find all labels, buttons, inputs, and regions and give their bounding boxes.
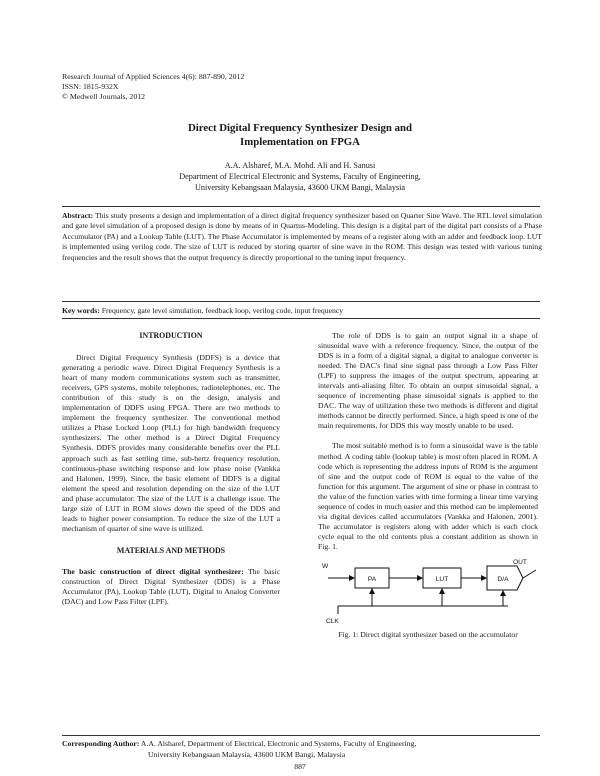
corresponding-text-2: University Kebangsaan Malaysia, 43600 UKM Bangi, Malaysia (148, 749, 346, 759)
left-column (62, 331, 280, 607)
title-line-1: Direct Digital Frequency Synthesizer Design and (187, 122, 413, 134)
right-paragraph-1: The role of DDS is to gain an output signal in a shape of sinusoidal wave with a reference frequency. Since, the output of the DDS is in a form of a digital signal, a digital to analogue converter is needed. The DAC's final sine signal pass through a Low Pass Filter (LPF) to suppress the images of the output spectrum, appearing at intervals anti-aliasing filter. To obtain an output sinusoidal signal, a sequence of incrementing phase sinusoidal signals is applied to the DAC. The way of utilization these two methods is different and digital methods cannot be directly performed. Since, a high speed is one of the main requirements, for DDS this way mostly unable to be used. (318, 331, 538, 431)
dds-block-diagram (318, 558, 538, 626)
keywords-text: Frequency, gate level simulation, feedback loop, verilog code, input frequency (101, 306, 344, 315)
output-line (523, 570, 536, 578)
methods-paragraph-text: The basic construction of Direct Digital Synthesizer (DDS) is a Phase Accumulator (PA), Lookup Table (LUT), Digital to Analog Converter (DAC) and Low Pass Filter (LPF). (62, 566, 280, 607)
keywords-rule (62, 318, 540, 319)
corresponding-author (62, 739, 542, 760)
corresponding-text-1: A.A. Alsharef, Department of Electrical, Electronic and Systems, Faculty of Engineering, (140, 739, 417, 748)
journal-header (62, 72, 244, 102)
clock-label: CLK (326, 617, 339, 625)
input-w-label: W (322, 562, 329, 570)
abstract-top-rule (62, 206, 540, 207)
abstract (62, 211, 542, 263)
corresponding-label: Corresponding Author: (62, 739, 140, 748)
methods-runin-heading: The basic construction of direct digital synthesizer: (62, 566, 244, 576)
paper-title (0, 121, 600, 149)
figure-1-diagram (318, 558, 538, 626)
output-label: OUT (513, 558, 527, 566)
title-line-2: Implementation on FPGA (240, 136, 360, 148)
keywords (62, 306, 542, 316)
abstract-label: Abstract: (62, 211, 94, 220)
lookup-table-label: LUT (435, 575, 449, 583)
right-column (318, 331, 538, 640)
dac-label: D/A (497, 575, 509, 583)
abstract-bottom-rule (62, 301, 540, 302)
journal-issn: ISSN: 1815-932X (62, 82, 119, 91)
methods-heading: MATERIALS AND METHODS (116, 545, 226, 555)
page-number: 887 (294, 762, 306, 771)
corresponding-line-1 (62, 739, 542, 750)
phase-accumulator-label: PA (367, 575, 377, 583)
affiliation-line-2: University Kebangsaan Malaysia, 43600 UKM Bangi, Malaysia (194, 183, 406, 192)
affiliation-line-1: Department of Electrical Electronic and Systems, Faculty of Engineering, (179, 172, 421, 181)
author-names: A.A. Alsharef, M.A. Mohd. Ali and H. Sanusi (224, 161, 376, 170)
introduction-heading: INTRODUCTION (139, 331, 203, 340)
journal-copyright: © Medwell Journals, 2012 (62, 92, 146, 101)
author-block (0, 160, 600, 193)
figure-1-caption: Fig. 1: Direct digital synthesizer based on the accumulator (338, 629, 518, 639)
abstract-text: This study presents a design and implementation of a direct digital frequency synthesizer based on Quarter Sine Wave. The RTL level simulation and gate level simulation of a proposed design is done by means of in Quartus-Modeling. This design is a digital part of the digital part consists of a Phase Accumulator (PA) and a Lookup Table (LUT). The Phase Accumulator is implemented by means of a register along with an adder and feedback loop. LUT is implemented using verilog code. The size of LUT is reduced by storing quarter of sine wave in the ROM. This design was tested with various tuning frequencies and the result shows that the output frequency is directly proportional to the tuning input frequency. (62, 211, 542, 262)
methods-paragraph (62, 567, 280, 607)
right-paragraph-2: The most suitable method is to form a sinusoidal wave is the table method. A coding table (lookup table) is most often placed in ROM. A code which is representing the address inputs of ROM is the argument of sine and the output code of ROM is equal to the value of the function for this argument. The argument of sine or phase in contrast to the value of the function varies with time forming a linear time varying sequence of codes in much easier and this method can be implemented via digital devices called accumulators (Vankka and Halonen, 2001). The accumulator is registers along with adder which is each clock cycle equal to the old contents plus a constant addition as shown in Fig. 1. (318, 441, 538, 551)
introduction-paragraph: Direct Digital Frequency Synthesis (DDFS) is a device that generating a periodic wave. Direct Digital Frequency Synthesis is a heart of many modern communications system such as transmitter, receivers, GPS systems, mobile telephones, radiotelephones, etc. The contribution of this study is on the design, analysis and implementation of DDFS using FPGA. There are two methods to implement the frequency synthesizer. The conventional method utilizes a Phase Locked Loop (PLL) for high bandwidth frequency synthesizers. The other method is a Direct Digital Frequency Synthesis. DDFS provides many considerable benefits over the PLL approach such as fast settling time, sub-hertz frequency resolution, continuous-phase switching response and low phase noise (Vankka and Halonen, 1999). Since, the basic element of DDFS is a digital element the speed and resolution depending on the size of the LUT and phase accumulator. The size of the LUT is a challenge issue. The large size of LUT in ROM slows down the speed of the DDS and leads to higher power consumption. To reduce the size of the LUT a mechanism of quarter of sine wave is utilized. (62, 353, 280, 533)
journal-citation: Research Journal of Applied Sciences 4(6): 887-890, 2012 (62, 72, 245, 81)
footer-rule (62, 735, 540, 736)
keywords-label: Key words: (62, 306, 100, 315)
